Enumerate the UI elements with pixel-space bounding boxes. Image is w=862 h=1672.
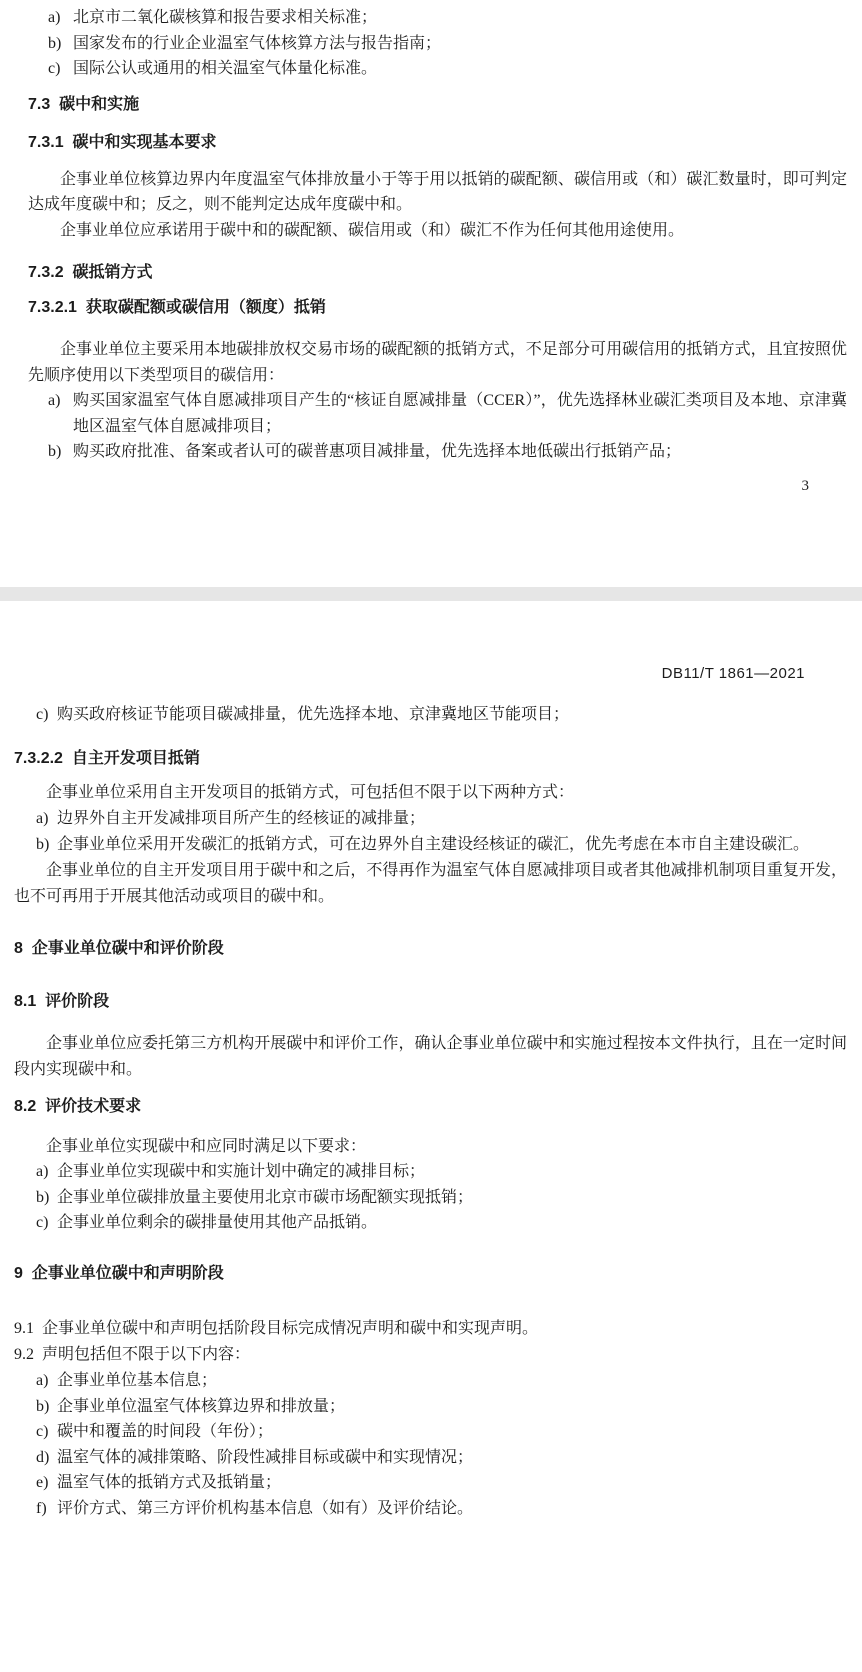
list-marker: a) [36,810,49,827]
list-item [14,1470,847,1496]
list-item [14,1419,847,1445]
standards-list [28,5,847,82]
evaluation-requirement-list [14,1159,847,1236]
list-marker: a) [36,1372,49,1389]
list-marker: a) [48,9,61,26]
paragraph-7-3-1-requirements: 企事业单位核算边界内年度温室气体排放量小于等于用以抵销的碳配额、碳信用或（和）碳汇数量时，即可判定达成年度碳中和；反之，则不能判定达成年度碳中和。 [28,170,847,213]
list-item [14,1394,847,1420]
page-number: 3 [801,477,809,494]
list-item [14,806,847,832]
paragraph-7-3-2-2-close: 企事业单位的自主开发项目用于碳中和之后，不得再作为温室气体自愿减排项目或者其他减排机制项目重复开发，也不可再用于开展其他活动或项目的碳中和。 [14,862,847,905]
list-marker: a) [36,1163,49,1180]
list-item-text: 国际公认或通用的相关温室气体量化标准。 [73,60,378,77]
list-marker: b) [48,443,62,460]
list-item-text: 企事业单位实现碳中和实施计划中确定的减排目标； [57,1163,426,1180]
list-marker: c) [36,1423,49,1440]
list-item-text: 国家发布的行业企业温室气体核算方法与报告指南； [73,34,442,52]
list-item [14,1368,847,1394]
list-marker: b) [36,1397,50,1415]
list-item [14,702,847,728]
list-item [14,1210,847,1236]
list-item [28,56,847,82]
list-item [14,1159,847,1185]
list-item-text: 购买国家温室气体自愿减排项目产生的“核证自愿减排量（CCER）”，优先选择林业碳汇类项目及本地、京津冀地区温室气体自愿减排项目； [73,392,847,435]
section-heading-7-3-2-1: 7.3.2.1 获取碳配额或碳信用（额度）抵销 [28,298,326,316]
list-item [14,1496,847,1522]
list-item-text: 碳中和覆盖的时间段（年份）； [57,1423,274,1440]
section-heading-9: 9 企事业单位碳中和声明阶段 [14,1264,224,1282]
section-heading-8: 8 企事业单位碳中和评价阶段 [14,940,224,957]
list-item-text: 温室气体的抵销方式及抵销量； [57,1474,282,1491]
list-item [14,1185,847,1211]
list-item-text: 企事业单位基本信息； [57,1372,218,1389]
paragraph-7-3-2-2-intro: 企事业单位采用自主开发项目的抵销方式，可包括但不限于以下两种方式： [46,783,575,801]
list-item-text: 购买政府批准、备案或者认可的碳普惠项目减排量，优先选择本地低碳出行抵销产品； [73,443,682,460]
paragraph-7-3-2-1-intro: 企事业单位主要采用本地碳排放权交易市场的碳配额的抵销方式，不足部分可用碳信用的抵销方式，且宜按照优先顺序使用以下类型项目的碳信用： [28,341,847,384]
list-item [28,439,847,465]
list-marker: c) [36,1214,49,1231]
list-marker: b) [48,34,62,52]
paragraph-7-3-1-commitment: 企事业单位应承诺用于碳中和的碳配额、碳信用或（和）碳汇不作为任何其他用途使用。 [60,221,685,239]
list-marker: c) [36,705,49,723]
carbon-credit-list [28,388,847,465]
list-item-text: 企事业单位采用开发碳汇的抵销方式，可在边界外自主建设经核证的碳汇，优先考虑在本市自主建设碳汇。 [57,835,810,853]
list-marker: d) [36,1448,50,1466]
section-heading-7-3-2: 7.3.2 碳抵销方式 [28,264,153,281]
list-marker: c) [48,60,61,77]
list-item [28,31,847,57]
list-marker: e) [36,1474,49,1491]
list-item-text: 企事业单位剩余的碳排量使用其他产品抵销。 [57,1214,378,1231]
section-heading-7-3: 7.3 碳中和实施 [28,95,140,113]
section-heading-7-3-2-2: 7.3.2.2 自主开发项目抵销 [14,750,200,767]
carbon-credit-list-continued [14,702,847,728]
doc-code-header: DB11/T 1861—2021 [661,665,805,682]
list-marker: f) [36,1499,47,1517]
self-developed-project-list [14,806,847,857]
list-marker: b) [36,835,50,853]
paragraph-8-1: 企事业单位应委托第三方机构开展碳中和评价工作，确认企事业单位碳中和实施过程按本文件执行，且在一定时间段内实现碳中和。 [14,1035,847,1078]
list-marker: a) [48,392,61,409]
clause-9-2: 9.2 声明包括但不限于以下内容： [14,1345,251,1363]
section-heading-8-2: 8.2 评价技术要求 [14,1098,142,1115]
section-heading-8-1: 8.1 评价阶段 [14,992,110,1010]
paragraph-8-2-intro: 企事业单位实现碳中和应同时满足以下要求： [46,1137,367,1155]
document-page-4 [0,661,862,1521]
list-item [28,5,847,31]
list-item [14,1445,847,1471]
list-marker: b) [36,1188,50,1206]
list-item [14,832,847,858]
list-item-text: 企事业单位碳排放量主要使用北京市碳市场配额实现抵销； [57,1188,474,1206]
list-item [28,388,847,439]
list-item-text: 温室气体的减排策略、阶段性减排目标或碳中和实现情况； [57,1448,474,1466]
document-page-3 [0,0,862,499]
list-item-text: 购买政府核证节能项目碳减排量，优先选择本地、京津冀地区节能项目； [57,705,570,723]
section-heading-7-3-1: 7.3.1 碳中和实现基本要求 [28,134,217,151]
list-item-text: 评价方式、第三方评价机构基本信息（如有）及评价结论。 [57,1499,474,1517]
page-separator [0,587,862,601]
clause-9-1: 9.1 企事业单位碳中和声明包括阶段目标完成情况声明和碳中和实现声明。 [14,1320,539,1337]
statement-content-list [14,1368,847,1521]
list-item-text: 北京市二氧化碳核算和报告要求相关标准； [73,9,378,26]
list-item-text: 企事业单位温室气体核算边界和排放量； [57,1397,346,1415]
list-item-text: 边界外自主开发减排项目所产生的经核证的减排量； [57,810,426,827]
